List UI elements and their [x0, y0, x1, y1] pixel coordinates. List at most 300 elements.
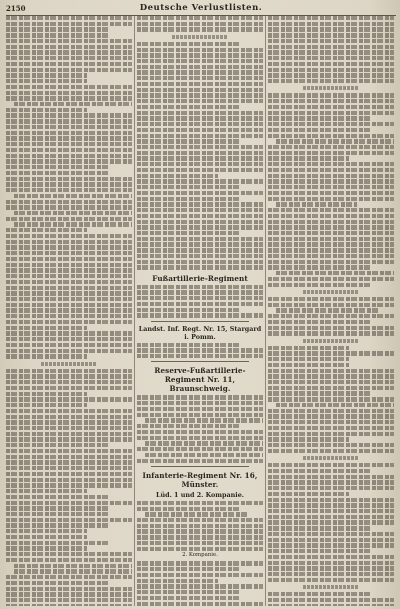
text-line — [268, 237, 394, 241]
text-line — [268, 480, 394, 484]
text-line — [137, 59, 263, 63]
text-line — [268, 62, 394, 66]
text-line — [6, 369, 132, 373]
text-line — [268, 27, 394, 31]
text-line — [6, 337, 132, 341]
text-line — [137, 535, 263, 539]
text-line — [268, 380, 394, 384]
text-line — [268, 265, 371, 269]
text-line — [6, 68, 132, 72]
text-line — [268, 225, 394, 229]
text-line — [6, 426, 132, 430]
section-divider — [151, 321, 249, 322]
text-line — [268, 604, 394, 606]
text-line — [6, 598, 132, 602]
text-line — [6, 314, 132, 318]
text-line — [6, 455, 132, 459]
text-line — [268, 208, 394, 212]
text-line — [137, 70, 263, 74]
text-line — [6, 182, 132, 186]
text-line — [137, 156, 263, 160]
text-line — [6, 523, 109, 527]
text-line — [268, 156, 349, 160]
text-line — [268, 214, 394, 218]
text-line — [268, 45, 394, 49]
text-line — [268, 191, 394, 195]
text-line — [268, 520, 394, 524]
text-line — [268, 498, 394, 502]
text-line — [268, 22, 394, 26]
text-line — [137, 579, 218, 583]
text-line — [137, 302, 263, 306]
text-line — [6, 245, 132, 249]
text-line — [6, 131, 132, 135]
text-line — [137, 254, 263, 258]
text-line — [137, 260, 263, 264]
text-line — [268, 598, 394, 602]
text-line — [137, 27, 263, 31]
text-line — [6, 73, 87, 77]
text-line — [6, 506, 109, 510]
text-line — [145, 512, 248, 516]
text-line — [268, 162, 394, 166]
text-line — [6, 541, 109, 545]
text-line — [137, 296, 263, 300]
text-line — [268, 386, 394, 390]
text-line — [268, 561, 394, 565]
section-heading-battalion: Landst. Inf. Regt. Nr. 15, Stargard i. Pomm. — [138, 324, 262, 341]
text-line — [137, 162, 263, 166]
column-right — [268, 16, 394, 606]
text-line — [6, 432, 132, 436]
text-line — [6, 286, 132, 290]
text-line — [268, 179, 394, 183]
text-line — [268, 443, 394, 447]
text-line — [137, 185, 240, 189]
text-line — [6, 460, 132, 464]
text-line — [268, 538, 394, 542]
text-line — [137, 407, 263, 411]
text-line — [6, 604, 132, 606]
text-line — [6, 165, 109, 169]
text-line — [268, 111, 394, 115]
text-line — [6, 331, 132, 335]
text-line — [268, 73, 394, 77]
text-line — [268, 532, 394, 536]
text-line — [137, 105, 240, 109]
subheading-line — [303, 339, 358, 343]
text-line — [268, 314, 394, 318]
section-subheading-infantry: Lüd. 1 und 2. Kompanie. — [155, 490, 245, 499]
text-line — [137, 573, 263, 577]
text-line — [14, 102, 132, 106]
text-line — [268, 326, 394, 330]
text-line — [268, 486, 394, 490]
text-line — [268, 572, 394, 576]
text-line — [268, 391, 371, 395]
text-line — [268, 369, 394, 373]
text-line — [137, 401, 263, 405]
text-line — [268, 242, 394, 246]
text-line — [6, 397, 132, 401]
text-line — [6, 449, 132, 453]
text-line — [137, 214, 263, 218]
text-line — [6, 575, 132, 579]
text-line — [137, 561, 263, 565]
text-line — [6, 403, 87, 407]
text-line — [6, 119, 132, 123]
text-line — [268, 363, 349, 367]
text-line — [6, 392, 87, 396]
text-line — [6, 177, 132, 181]
text-line — [6, 501, 132, 505]
text-line — [137, 501, 263, 505]
text-line — [6, 228, 87, 232]
text-line — [268, 116, 371, 120]
text-line — [137, 99, 263, 103]
text-line — [6, 148, 132, 152]
text-line — [137, 202, 263, 206]
text-line — [268, 426, 394, 430]
text-line — [137, 220, 263, 224]
text-line — [137, 436, 263, 440]
text-line — [268, 151, 394, 155]
section-heading-company: 2. Kompanie. — [182, 552, 218, 559]
text-line — [137, 134, 263, 138]
text-line — [268, 50, 394, 54]
text-line — [6, 529, 87, 533]
text-line — [268, 526, 371, 530]
text-line — [276, 308, 379, 312]
text-columns — [6, 16, 394, 606]
text-line — [145, 441, 263, 445]
text-line — [268, 509, 394, 513]
text-line — [268, 248, 394, 252]
text-line — [137, 413, 263, 417]
text-line — [6, 374, 132, 378]
text-line — [137, 208, 263, 212]
text-line — [137, 88, 263, 92]
text-line — [137, 547, 263, 551]
text-line — [6, 420, 132, 424]
subheading-line — [41, 362, 96, 366]
text-line — [137, 151, 263, 155]
subheading-line — [303, 86, 358, 90]
text-line — [6, 291, 132, 295]
text-line — [6, 478, 132, 482]
text-line — [6, 326, 87, 330]
text-line — [137, 242, 263, 246]
text-line — [6, 136, 132, 140]
column-rule — [134, 16, 135, 606]
text-line — [268, 16, 394, 20]
text-line — [6, 62, 132, 66]
text-line — [268, 449, 394, 453]
text-line — [268, 185, 394, 189]
text-line — [6, 56, 132, 60]
text-line — [6, 205, 132, 209]
text-line — [268, 469, 371, 473]
text-line — [6, 16, 132, 20]
section-heading-reserve-fuss: Reserve-Fußartillerie-Regiment Nr. 11, Braunschweig. — [154, 366, 246, 394]
text-line — [137, 197, 240, 201]
subheading-line — [172, 35, 227, 39]
text-line — [6, 354, 87, 358]
text-line — [268, 420, 394, 424]
text-line — [137, 48, 263, 52]
text-line — [137, 82, 263, 86]
text-line — [268, 432, 394, 436]
text-line — [137, 584, 263, 588]
text-line — [14, 569, 132, 573]
text-line — [137, 459, 263, 463]
text-line — [6, 415, 132, 419]
text-line — [268, 555, 394, 559]
section-divider — [151, 466, 249, 467]
subheading-line — [303, 290, 358, 294]
text-line — [6, 91, 132, 95]
text-line — [268, 320, 371, 324]
text-line — [137, 65, 263, 69]
text-line — [6, 303, 132, 307]
text-line — [6, 22, 132, 26]
text-line — [137, 128, 263, 132]
text-line — [145, 453, 263, 457]
text-line — [14, 194, 132, 198]
text-line — [268, 503, 394, 507]
text-line — [6, 558, 132, 562]
text-line — [14, 211, 132, 215]
text-line — [268, 56, 394, 60]
text-line — [14, 564, 132, 568]
text-line — [268, 99, 394, 103]
text-line — [268, 303, 394, 307]
text-line — [6, 380, 132, 384]
text-line — [6, 159, 132, 163]
text-line — [6, 546, 87, 550]
text-line — [268, 346, 349, 350]
running-title: Deutsche Verlustlisten. — [139, 3, 263, 13]
text-line — [6, 386, 132, 390]
column-left — [6, 16, 132, 606]
text-line — [268, 592, 371, 596]
text-line — [268, 93, 394, 97]
text-line — [6, 274, 132, 278]
text-line — [137, 76, 263, 80]
text-line — [6, 320, 132, 324]
text-line — [137, 139, 240, 143]
text-line — [268, 414, 394, 418]
text-line — [268, 566, 394, 570]
text-line — [276, 271, 394, 275]
text-line — [6, 483, 132, 487]
text-line — [268, 397, 394, 401]
text-line — [137, 16, 263, 20]
text-line — [137, 447, 263, 451]
text-line — [6, 108, 87, 112]
text-line — [137, 225, 263, 229]
text-line — [137, 174, 218, 178]
text-line — [137, 168, 263, 172]
text-line — [268, 134, 394, 138]
text-line — [6, 39, 132, 43]
text-line — [268, 283, 371, 287]
text-line — [6, 535, 87, 539]
text-line — [137, 53, 263, 57]
text-line — [137, 343, 240, 347]
text-line — [268, 168, 394, 172]
text-line — [137, 424, 240, 428]
text-line — [268, 331, 394, 335]
text-line — [268, 39, 394, 43]
text-line — [14, 222, 132, 226]
text-line — [6, 96, 132, 100]
text-line — [6, 263, 132, 267]
text-line — [6, 552, 132, 556]
page-number: 2150 — [6, 4, 26, 13]
text-line — [137, 111, 263, 115]
text-line — [137, 518, 263, 522]
text-line — [6, 268, 132, 272]
text-line — [137, 348, 263, 352]
text-line — [6, 280, 132, 284]
text-line — [268, 197, 394, 201]
text-line — [268, 122, 394, 126]
text-line — [137, 354, 263, 358]
text-line — [6, 234, 132, 238]
text-line — [268, 105, 394, 109]
text-line — [268, 351, 394, 355]
text-line — [137, 285, 263, 289]
text-line — [268, 128, 371, 132]
text-line — [6, 257, 132, 261]
section-divider — [151, 361, 249, 362]
text-line — [6, 495, 109, 499]
text-line — [137, 93, 263, 97]
text-line — [6, 125, 132, 129]
text-line — [6, 251, 132, 255]
text-line — [268, 79, 394, 83]
text-line — [6, 443, 109, 447]
text-line — [137, 122, 263, 126]
text-line — [268, 515, 394, 519]
column-middle — [137, 16, 263, 606]
text-line — [268, 231, 394, 235]
text-line — [6, 50, 132, 54]
text-line — [268, 578, 394, 582]
text-line — [6, 437, 132, 441]
text-line — [6, 587, 132, 591]
text-line — [276, 202, 357, 206]
text-line — [145, 418, 263, 422]
subheading-line — [303, 456, 358, 460]
column-rule — [265, 16, 266, 606]
text-line — [6, 472, 132, 476]
text-line — [137, 430, 263, 434]
text-line — [137, 248, 263, 252]
text-line — [6, 85, 132, 89]
text-line — [137, 602, 263, 606]
text-line — [268, 277, 394, 281]
text-line — [137, 524, 263, 528]
text-line — [6, 489, 87, 493]
text-line — [137, 265, 263, 269]
text-line — [137, 313, 263, 317]
text-line — [6, 188, 132, 192]
text-line — [137, 395, 263, 399]
text-line — [276, 403, 394, 407]
text-line — [137, 145, 263, 149]
text-line — [6, 45, 132, 49]
text-line — [268, 492, 349, 496]
text-line — [137, 191, 263, 195]
text-line — [268, 220, 394, 224]
text-line — [6, 154, 132, 158]
text-line — [137, 596, 240, 600]
text-line — [6, 79, 87, 83]
text-line — [268, 145, 394, 149]
text-line — [268, 437, 349, 441]
text-line — [6, 113, 132, 117]
text-line — [268, 543, 394, 547]
section-heading-artillery: Fußartillerie-Regiment — [152, 273, 248, 283]
text-line — [137, 308, 240, 312]
text-line — [137, 529, 263, 533]
text-line — [6, 343, 132, 347]
text-line — [6, 466, 132, 470]
text-line — [137, 22, 263, 26]
text-line — [6, 349, 132, 353]
text-line — [268, 33, 394, 37]
text-line — [137, 237, 263, 241]
text-line — [268, 463, 394, 467]
text-line — [268, 254, 394, 258]
text-line — [6, 33, 109, 37]
text-line — [268, 68, 394, 72]
section-heading-infantry: Infanterie-Regiment Nr. 16, Münster. — [142, 470, 258, 489]
text-line — [6, 142, 132, 146]
text-line — [6, 171, 109, 175]
text-line — [137, 541, 263, 545]
text-line — [6, 240, 132, 244]
text-line — [268, 174, 394, 178]
text-line — [6, 581, 109, 585]
text-line — [137, 590, 240, 594]
text-line — [6, 518, 132, 522]
text-line — [6, 308, 132, 312]
text-line — [6, 200, 132, 204]
text-line — [137, 567, 240, 571]
subheading-line — [303, 585, 358, 589]
text-line — [268, 357, 349, 361]
text-line — [137, 42, 240, 46]
text-line — [6, 512, 109, 516]
text-line — [137, 507, 240, 511]
text-line — [6, 409, 132, 413]
text-line — [137, 179, 263, 183]
page-header — [6, 3, 396, 16]
text-line — [137, 231, 240, 235]
text-line — [268, 374, 394, 378]
text-line — [6, 27, 109, 31]
text-line — [268, 475, 394, 479]
text-line — [268, 260, 394, 264]
text-line — [6, 217, 132, 221]
text-line — [276, 139, 394, 143]
text-line — [268, 409, 394, 413]
text-line — [268, 549, 371, 553]
text-line — [6, 592, 132, 596]
